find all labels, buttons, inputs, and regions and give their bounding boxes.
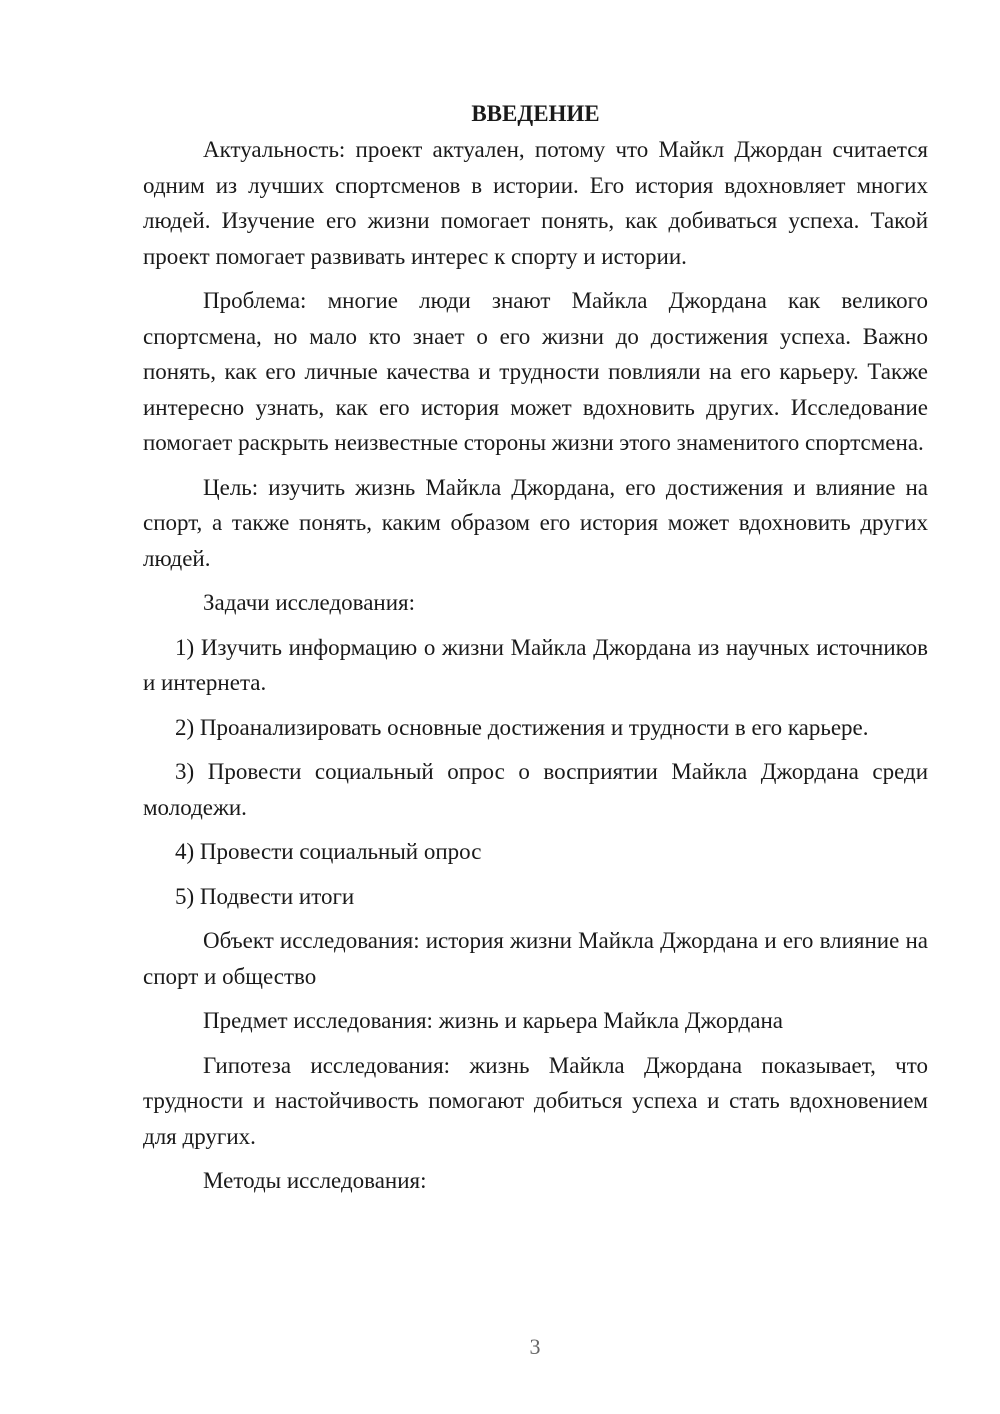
paragraph-tasks-heading: Задачи исследования:: [203, 590, 416, 615]
paragraph-methods: Методы исследования:: [203, 1168, 427, 1193]
task-item-5: 5) Подвести итоги: [175, 883, 355, 909]
page-number: 3: [529, 1334, 541, 1359]
task-item-2: 2) Проанализировать основные достижения и трудности в его карьере.: [175, 714, 869, 740]
task-item-3: 3) Провести социальный опрос о восприятии Майкла Джордана среди молодежи.: [143, 759, 928, 820]
paragraph-object: Объект исследования: история жизни Майкла Джордана и его влияние на спорт и общество: [143, 928, 928, 989]
section-title: ВВЕДЕНИЕ: [471, 101, 600, 126]
paragraph-problem: Проблема: многие люди знают Майкла Джордана как великого спортсмена, но мало кто знает о его жизни до достижения успеха. Важно понять, как его личные качества и трудности повлияли на его карьеру. Также интересно узнать, как его история может вдохновить других. Исследование помогает раскрыть неизвестные стороны жизни этого знаменитого спортсмена.: [143, 288, 928, 455]
paragraph-goal: Цель: изучить жизнь Майкла Джордана, его достижения и влияние на спорт, а также понять, каким образом его история может вдохновить других людей.: [143, 474, 928, 571]
paragraph-relevance: Актуальность: проект актуален, потому что Майкл Джордан считается одним из лучших спортсменов в истории. Его история вдохновляет многих людей. Изучение его жизни помогает понять, как добиваться успеха. Такой проект помогает развивать интерес к спорту и истории.: [143, 137, 928, 269]
paragraph-hypothesis: Гипотеза исследования: жизнь Майкла Джордана показывает, что трудности и настойчивость помогают добиться успеха и стать вдохновением для других.: [143, 1052, 928, 1149]
page-content: [143, 96, 928, 1208]
task-item-1: 1) Изучить информацию о жизни Майкла Джордана из научных источников и интернета.: [143, 634, 928, 695]
paragraph-subject: Предмет исследования: жизнь и карьера Майкла Джордана: [203, 1008, 783, 1033]
task-item-4: 4) Провести социальный опрос: [175, 839, 482, 864]
